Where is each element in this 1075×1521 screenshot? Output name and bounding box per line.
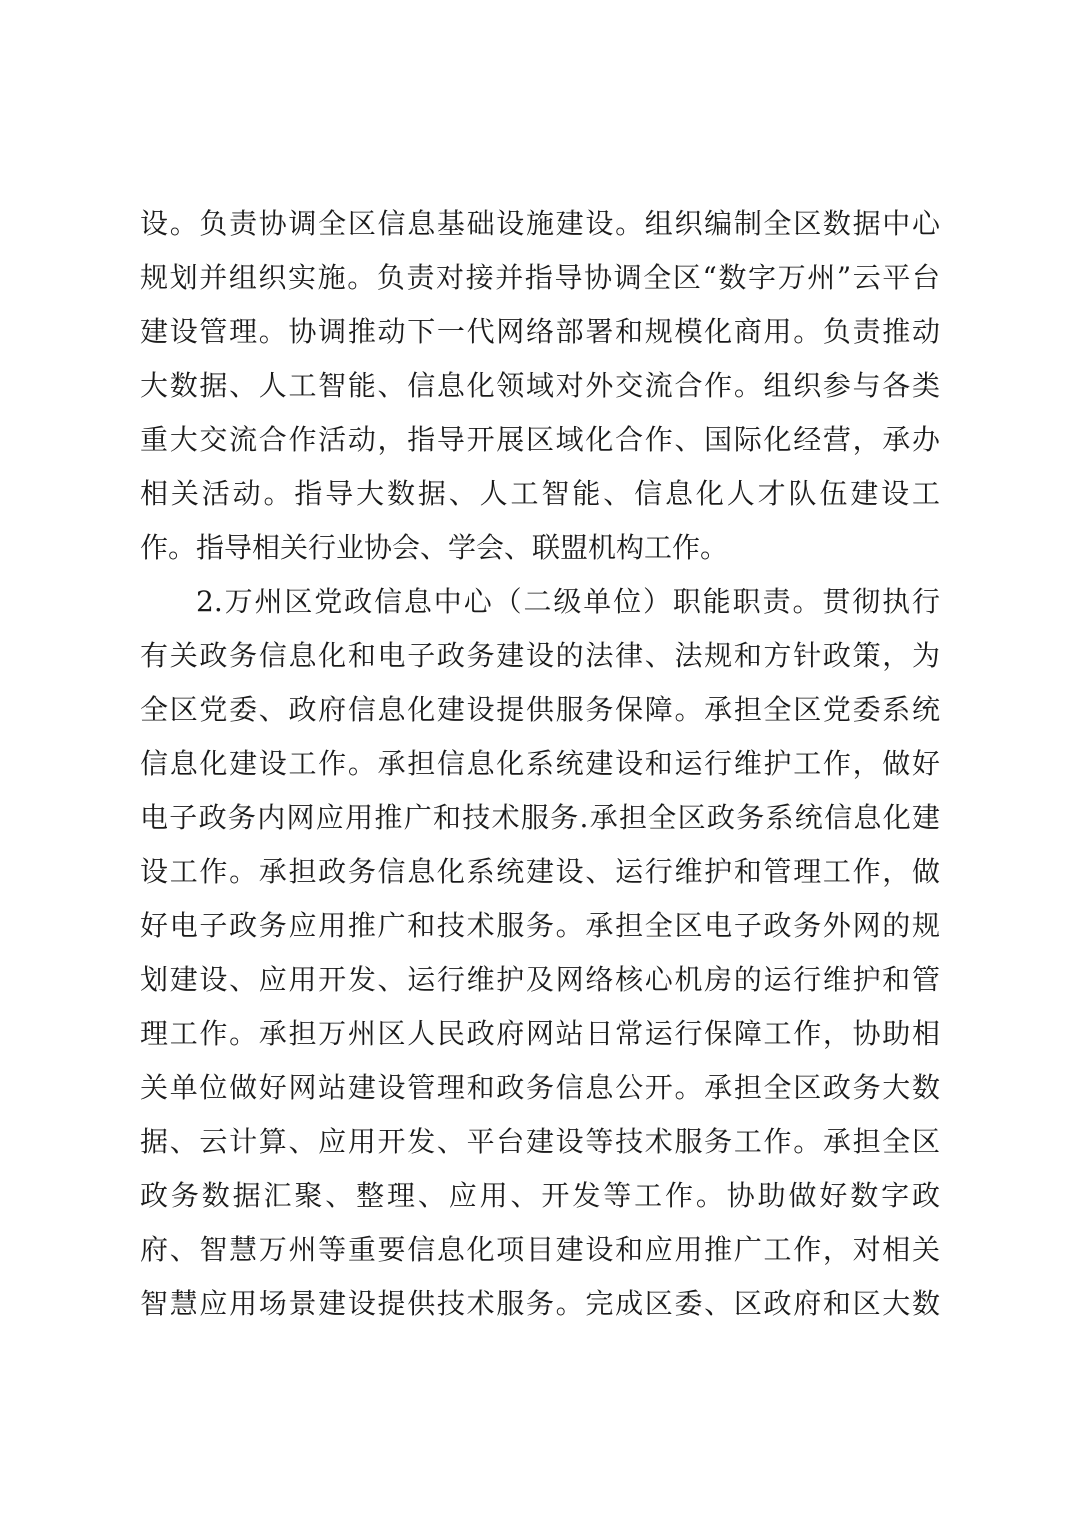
text-line: 信息化建设工作。承担信息化系统建设和运行维护工作，做好: [140, 747, 940, 780]
text-line: 划建设、应用开发、运行维护及网络核心机房的运行维护和管: [140, 963, 940, 996]
text-line: 有关政务信息化和电子政务建设的法律、法规和方针政策，为: [140, 639, 940, 672]
text-line: 智慧应用场景建设提供技术服务。完成区委、区政府和区大数: [140, 1287, 940, 1320]
text-line: 相关活动。指导大数据、人工智能、信息化人才队伍建设工: [140, 477, 940, 510]
text-line: 设工作。承担政务信息化系统建设、运行维护和管理工作，做: [140, 855, 940, 888]
text-line: 理工作。承担万州区人民政府网站日常运行保障工作，协助相: [140, 1017, 940, 1050]
text-line: 设。负责协调全区信息基础设施建设。组织编制全区数据中心: [140, 207, 940, 240]
text-line: 大数据、人工智能、信息化领域对外交流合作。组织参与各类: [140, 369, 940, 402]
text-line: 重大交流合作活动，指导开展区域化合作、国际化经营，承办: [140, 423, 940, 456]
text-line: 据、云计算、应用开发、平台建设等技术服务工作。承担全区: [140, 1125, 940, 1158]
paragraph-2: [140, 575, 940, 1331]
text-line: 规划并组织实施。负责对接并指导协调全区“数字万州”云平台: [140, 261, 940, 294]
text-line: 作。指导相关行业协会、学会、联盟机构工作。: [140, 531, 729, 564]
text-line: 2.万州区党政信息中心（二级单位）职能职责。贯彻执行: [196, 585, 940, 618]
text-line: 好电子政务应用推广和技术服务。承担全区电子政务外网的规: [140, 909, 940, 942]
text-line: 关单位做好网站建设管理和政务信息公开。承担全区政务大数: [140, 1071, 940, 1104]
document-body: [140, 197, 940, 1331]
text-line: 电子政务内网应用推广和技术服务.承担全区政务系统信息化建: [140, 801, 940, 834]
text-line: 府、智慧万州等重要信息化项目建设和应用推广工作，对相关: [140, 1233, 940, 1266]
text-line: 建设管理。协调推动下一代网络部署和规模化商用。负责推动: [140, 315, 940, 348]
text-line: 全区党委、政府信息化建设提供服务保障。承担全区党委系统: [140, 693, 940, 726]
text-line: 政务数据汇聚、整理、应用、开发等工作。协助做好数字政: [140, 1179, 940, 1212]
paragraph-1: [140, 197, 940, 575]
